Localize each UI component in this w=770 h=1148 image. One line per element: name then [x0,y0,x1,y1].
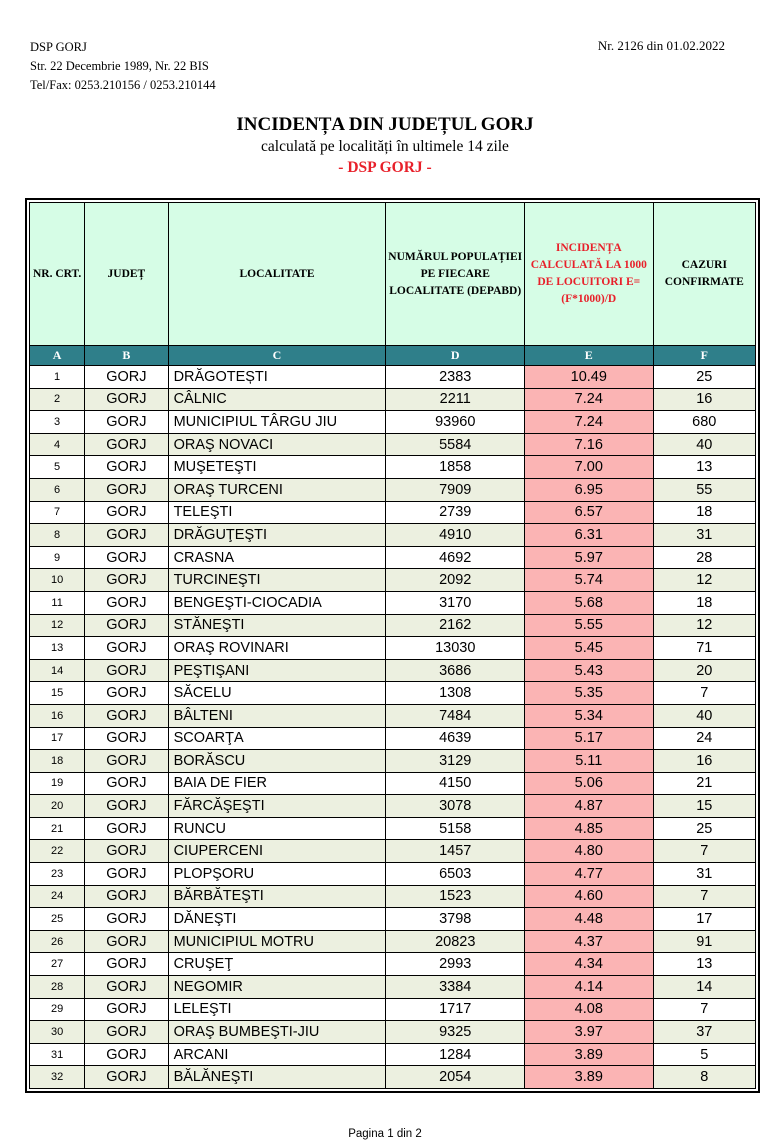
row-incidenta: 7.16 [525,433,654,456]
row-nr: 25 [30,908,85,931]
header-cazuri: CAZURI CONFIRMATE [653,203,755,346]
row-nr: 2 [30,388,85,411]
row-judet: GORJ [85,817,168,840]
row-incidenta: 3.89 [525,1066,654,1089]
table-row [30,501,756,524]
table-row [30,908,756,931]
row-incidenta: 4.37 [525,930,654,953]
row-localitate: ORAŞ ROVINARI [168,637,386,660]
row-judet: GORJ [85,885,168,908]
row-judet: GORJ [85,953,168,976]
letter-f: F [653,346,755,366]
row-incidenta: 5.68 [525,591,654,614]
row-nr: 21 [30,817,85,840]
row-incidenta: 5.17 [525,727,654,750]
row-incidenta: 4.34 [525,953,654,976]
table-row [30,998,756,1021]
row-judet: GORJ [85,976,168,999]
row-incidenta: 5.43 [525,659,654,682]
row-incidenta: 4.14 [525,976,654,999]
row-nr: 3 [30,411,85,434]
row-localitate: MUNICIPIUL MOTRU [168,930,386,953]
row-localitate: CÂLNIC [168,388,386,411]
row-incidenta: 4.87 [525,795,654,818]
page-title: INCIDENȚA DIN JUDEȚUL GORJ [236,114,534,135]
row-incidenta: 5.34 [525,704,654,727]
row-cazuri: 55 [653,478,755,501]
row-nr: 11 [30,591,85,614]
row-localitate: NEGOMIR [168,976,386,999]
table-row [30,750,756,773]
row-judet: GORJ [85,930,168,953]
table-header-row [30,203,756,346]
row-judet: GORJ [85,840,168,863]
row-cazuri: 37 [653,1021,755,1044]
row-populatie: 3170 [386,591,525,614]
table-row [30,772,756,795]
row-populatie: 5158 [386,817,525,840]
row-cazuri: 17 [653,908,755,931]
row-populatie: 1858 [386,456,525,479]
row-incidenta: 4.08 [525,998,654,1021]
row-localitate: PLOPŞORU [168,863,386,886]
table-row [30,885,756,908]
row-incidenta: 4.48 [525,908,654,931]
row-incidenta: 3.97 [525,1021,654,1044]
org-address: Str. 22 Decembrie 1989, Nr. 22 BIS [30,59,209,73]
row-nr: 31 [30,1043,85,1066]
row-populatie: 2993 [386,953,525,976]
row-incidenta: 5.45 [525,637,654,660]
row-localitate: BENGEŞTI-CIOCADIA [168,591,386,614]
row-incidenta: 3.89 [525,1043,654,1066]
row-judet: GORJ [85,750,168,773]
row-cazuri: 71 [653,637,755,660]
row-cazuri: 8 [653,1066,755,1089]
row-cazuri: 31 [653,524,755,547]
row-cazuri: 18 [653,591,755,614]
row-nr: 23 [30,863,85,886]
row-judet: GORJ [85,727,168,750]
row-populatie: 2739 [386,501,525,524]
row-populatie: 9325 [386,1021,525,1044]
row-judet: GORJ [85,863,168,886]
row-localitate: ORAŞ NOVACI [168,433,386,456]
row-localitate: TELEŞTI [168,501,386,524]
row-incidenta: 5.11 [525,750,654,773]
row-localitate: LELEŞTI [168,998,386,1021]
incidence-table [29,202,756,1089]
row-cazuri: 7 [653,885,755,908]
row-nr: 14 [30,659,85,682]
row-cazuri: 40 [653,704,755,727]
row-cazuri: 13 [653,456,755,479]
row-localitate: ORAŞ BUMBEŞTI-JIU [168,1021,386,1044]
row-nr: 6 [30,478,85,501]
row-nr: 10 [30,569,85,592]
row-judet: GORJ [85,614,168,637]
row-cazuri: 15 [653,795,755,818]
row-localitate: SCOARŢA [168,727,386,750]
row-judet: GORJ [85,908,168,931]
row-judet: GORJ [85,546,168,569]
row-populatie: 4150 [386,772,525,795]
row-cazuri: 21 [653,772,755,795]
row-cazuri: 24 [653,727,755,750]
row-cazuri: 40 [653,433,755,456]
row-incidenta: 5.06 [525,772,654,795]
table-row [30,795,756,818]
table-row [30,659,756,682]
row-judet: GORJ [85,388,168,411]
row-nr: 18 [30,750,85,773]
row-populatie: 1457 [386,840,525,863]
row-localitate: BÂLTENI [168,704,386,727]
row-judet: GORJ [85,569,168,592]
row-judet: GORJ [85,478,168,501]
header-incidenta: INCIDENȚA CALCULATĂ LA 1000 DE LOCUITORI E=(F*1000)/D [525,203,654,346]
table-row [30,569,756,592]
row-populatie: 7484 [386,704,525,727]
row-cazuri: 5 [653,1043,755,1066]
org-phone: Tel/Fax: 0253.210156 / 0253.210144 [30,78,216,92]
row-populatie: 2383 [386,366,525,389]
row-incidenta: 4.60 [525,885,654,908]
table-row [30,863,756,886]
row-judet: GORJ [85,501,168,524]
row-nr: 1 [30,366,85,389]
table-row [30,1066,756,1089]
row-nr: 5 [30,456,85,479]
row-localitate: DRĂGOTEȘTI [168,366,386,389]
row-cazuri: 25 [653,366,755,389]
letter-d: D [386,346,525,366]
row-localitate: BĂRBĂTEŞTI [168,885,386,908]
row-nr: 13 [30,637,85,660]
row-populatie: 2092 [386,569,525,592]
header-populatie: NUMĂRUL POPULAȚIEI PE FIECARE LOCALITATE (DEPABD) [386,203,525,346]
row-nr: 30 [30,1021,85,1044]
table-row [30,682,756,705]
row-populatie: 2054 [386,1066,525,1089]
row-cazuri: 16 [653,750,755,773]
row-incidenta: 5.74 [525,569,654,592]
row-nr: 20 [30,795,85,818]
row-incidenta: 10.49 [525,366,654,389]
row-populatie: 7909 [386,478,525,501]
row-cazuri: 7 [653,998,755,1021]
row-nr: 4 [30,433,85,456]
header-nr: NR. CRT. [30,203,85,346]
letter-b: B [85,346,168,366]
row-localitate: MUŞETEŞTI [168,456,386,479]
row-nr: 22 [30,840,85,863]
table-row [30,930,756,953]
table-row [30,433,756,456]
table-row [30,411,756,434]
row-judet: GORJ [85,1043,168,1066]
row-judet: GORJ [85,524,168,547]
table-row [30,478,756,501]
page-footer: Pagina 1 din 2 [348,1128,422,1140]
row-nr: 26 [30,930,85,953]
row-nr: 27 [30,953,85,976]
row-nr: 17 [30,727,85,750]
page-subtitle: calculată pe localități în ultimele 14 zile [261,138,509,155]
table-row [30,953,756,976]
row-incidenta: 5.97 [525,546,654,569]
organization-block [30,38,216,95]
title-block [0,113,770,179]
row-judet: GORJ [85,704,168,727]
row-cazuri: 7 [653,840,755,863]
row-localitate: MUNICIPIUL TÂRGU JIU [168,411,386,434]
row-localitate: RUNCU [168,817,386,840]
row-populatie: 4910 [386,524,525,547]
row-cazuri: 91 [653,930,755,953]
row-cazuri: 25 [653,817,755,840]
row-nr: 28 [30,976,85,999]
row-cazuri: 31 [653,863,755,886]
row-localitate: CRUŞEŢ [168,953,386,976]
row-nr: 32 [30,1066,85,1089]
table-row [30,456,756,479]
row-populatie: 1284 [386,1043,525,1066]
row-populatie: 3078 [386,795,525,818]
row-cazuri: 680 [653,411,755,434]
row-nr: 24 [30,885,85,908]
row-localitate: SĂCELU [168,682,386,705]
row-incidenta: 4.77 [525,863,654,886]
row-incidenta: 4.80 [525,840,654,863]
row-nr: 29 [30,998,85,1021]
row-judet: GORJ [85,682,168,705]
table-row [30,976,756,999]
table-row [30,637,756,660]
table-body [30,366,756,1089]
table-row [30,524,756,547]
row-incidenta: 6.57 [525,501,654,524]
document-number: Nr. 2126 din 01.02.2022 [597,38,725,53]
row-localitate: STĂNEŞTI [168,614,386,637]
row-cazuri: 7 [653,682,755,705]
row-populatie: 2211 [386,388,525,411]
table-row [30,1021,756,1044]
row-nr: 7 [30,501,85,524]
row-judet: GORJ [85,659,168,682]
letter-a: A [30,346,85,366]
row-judet: GORJ [85,1021,168,1044]
row-judet: GORJ [85,591,168,614]
row-judet: GORJ [85,795,168,818]
row-nr: 15 [30,682,85,705]
row-localitate: BORĂSCU [168,750,386,773]
row-populatie: 3384 [386,976,525,999]
header-judet: JUDEȚ [85,203,168,346]
row-localitate: BAIA DE FIER [168,772,386,795]
table-row [30,591,756,614]
row-cazuri: 20 [653,659,755,682]
row-judet: GORJ [85,998,168,1021]
row-localitate: ARCANI [168,1043,386,1066]
row-cazuri: 28 [653,546,755,569]
row-incidenta: 7.24 [525,411,654,434]
row-localitate: DRĂGUŢEŞTI [168,524,386,547]
row-cazuri: 18 [653,501,755,524]
row-populatie: 1308 [386,682,525,705]
row-judet: GORJ [85,456,168,479]
row-nr: 8 [30,524,85,547]
row-populatie: 20823 [386,930,525,953]
row-localitate: BĂLĂNEŞTI [168,1066,386,1089]
table-row [30,388,756,411]
row-incidenta: 7.00 [525,456,654,479]
row-populatie: 3686 [386,659,525,682]
letter-c: C [168,346,386,366]
row-populatie: 93960 [386,411,525,434]
row-cazuri: 14 [653,976,755,999]
row-populatie: 1523 [386,885,525,908]
row-incidenta: 6.31 [525,524,654,547]
row-populatie: 1717 [386,998,525,1021]
source-label: - DSP GORJ - [338,159,432,176]
row-populatie: 3129 [386,750,525,773]
table-row [30,614,756,637]
column-letter-row [30,346,756,366]
row-localitate: TURCINEŞTI [168,569,386,592]
row-nr: 16 [30,704,85,727]
row-localitate: DĂNEŞTI [168,908,386,931]
table-row [30,727,756,750]
row-populatie: 4692 [386,546,525,569]
incidence-table-frame [25,198,760,1093]
table-row [30,366,756,389]
row-judet: GORJ [85,433,168,456]
row-nr: 9 [30,546,85,569]
row-populatie: 3798 [386,908,525,931]
row-incidenta: 7.24 [525,388,654,411]
row-nr: 12 [30,614,85,637]
row-cazuri: 13 [653,953,755,976]
row-cazuri: 12 [653,569,755,592]
row-localitate: FĂRCĂŞEŞTI [168,795,386,818]
row-incidenta: 6.95 [525,478,654,501]
row-judet: GORJ [85,1066,168,1089]
row-judet: GORJ [85,366,168,389]
row-judet: GORJ [85,411,168,434]
table-row [30,840,756,863]
row-nr: 19 [30,772,85,795]
row-localitate: ORAŞ TURCENI [168,478,386,501]
row-cazuri: 12 [653,614,755,637]
row-incidenta: 5.35 [525,682,654,705]
row-populatie: 13030 [386,637,525,660]
row-populatie: 5584 [386,433,525,456]
row-localitate: CIUPERCENI [168,840,386,863]
letter-e: E [525,346,654,366]
table-row [30,817,756,840]
row-localitate: PEŞTIŞANI [168,659,386,682]
row-incidenta: 5.55 [525,614,654,637]
row-populatie: 6503 [386,863,525,886]
header-localitate: LOCALITATE [168,203,386,346]
org-name: DSP GORJ [30,40,87,54]
row-populatie: 2162 [386,614,525,637]
row-judet: GORJ [85,772,168,795]
row-incidenta: 4.85 [525,817,654,840]
table-row [30,1043,756,1066]
row-judet: GORJ [85,637,168,660]
row-localitate: CRASNA [168,546,386,569]
table-row [30,546,756,569]
table-row [30,704,756,727]
row-cazuri: 16 [653,388,755,411]
row-populatie: 4639 [386,727,525,750]
